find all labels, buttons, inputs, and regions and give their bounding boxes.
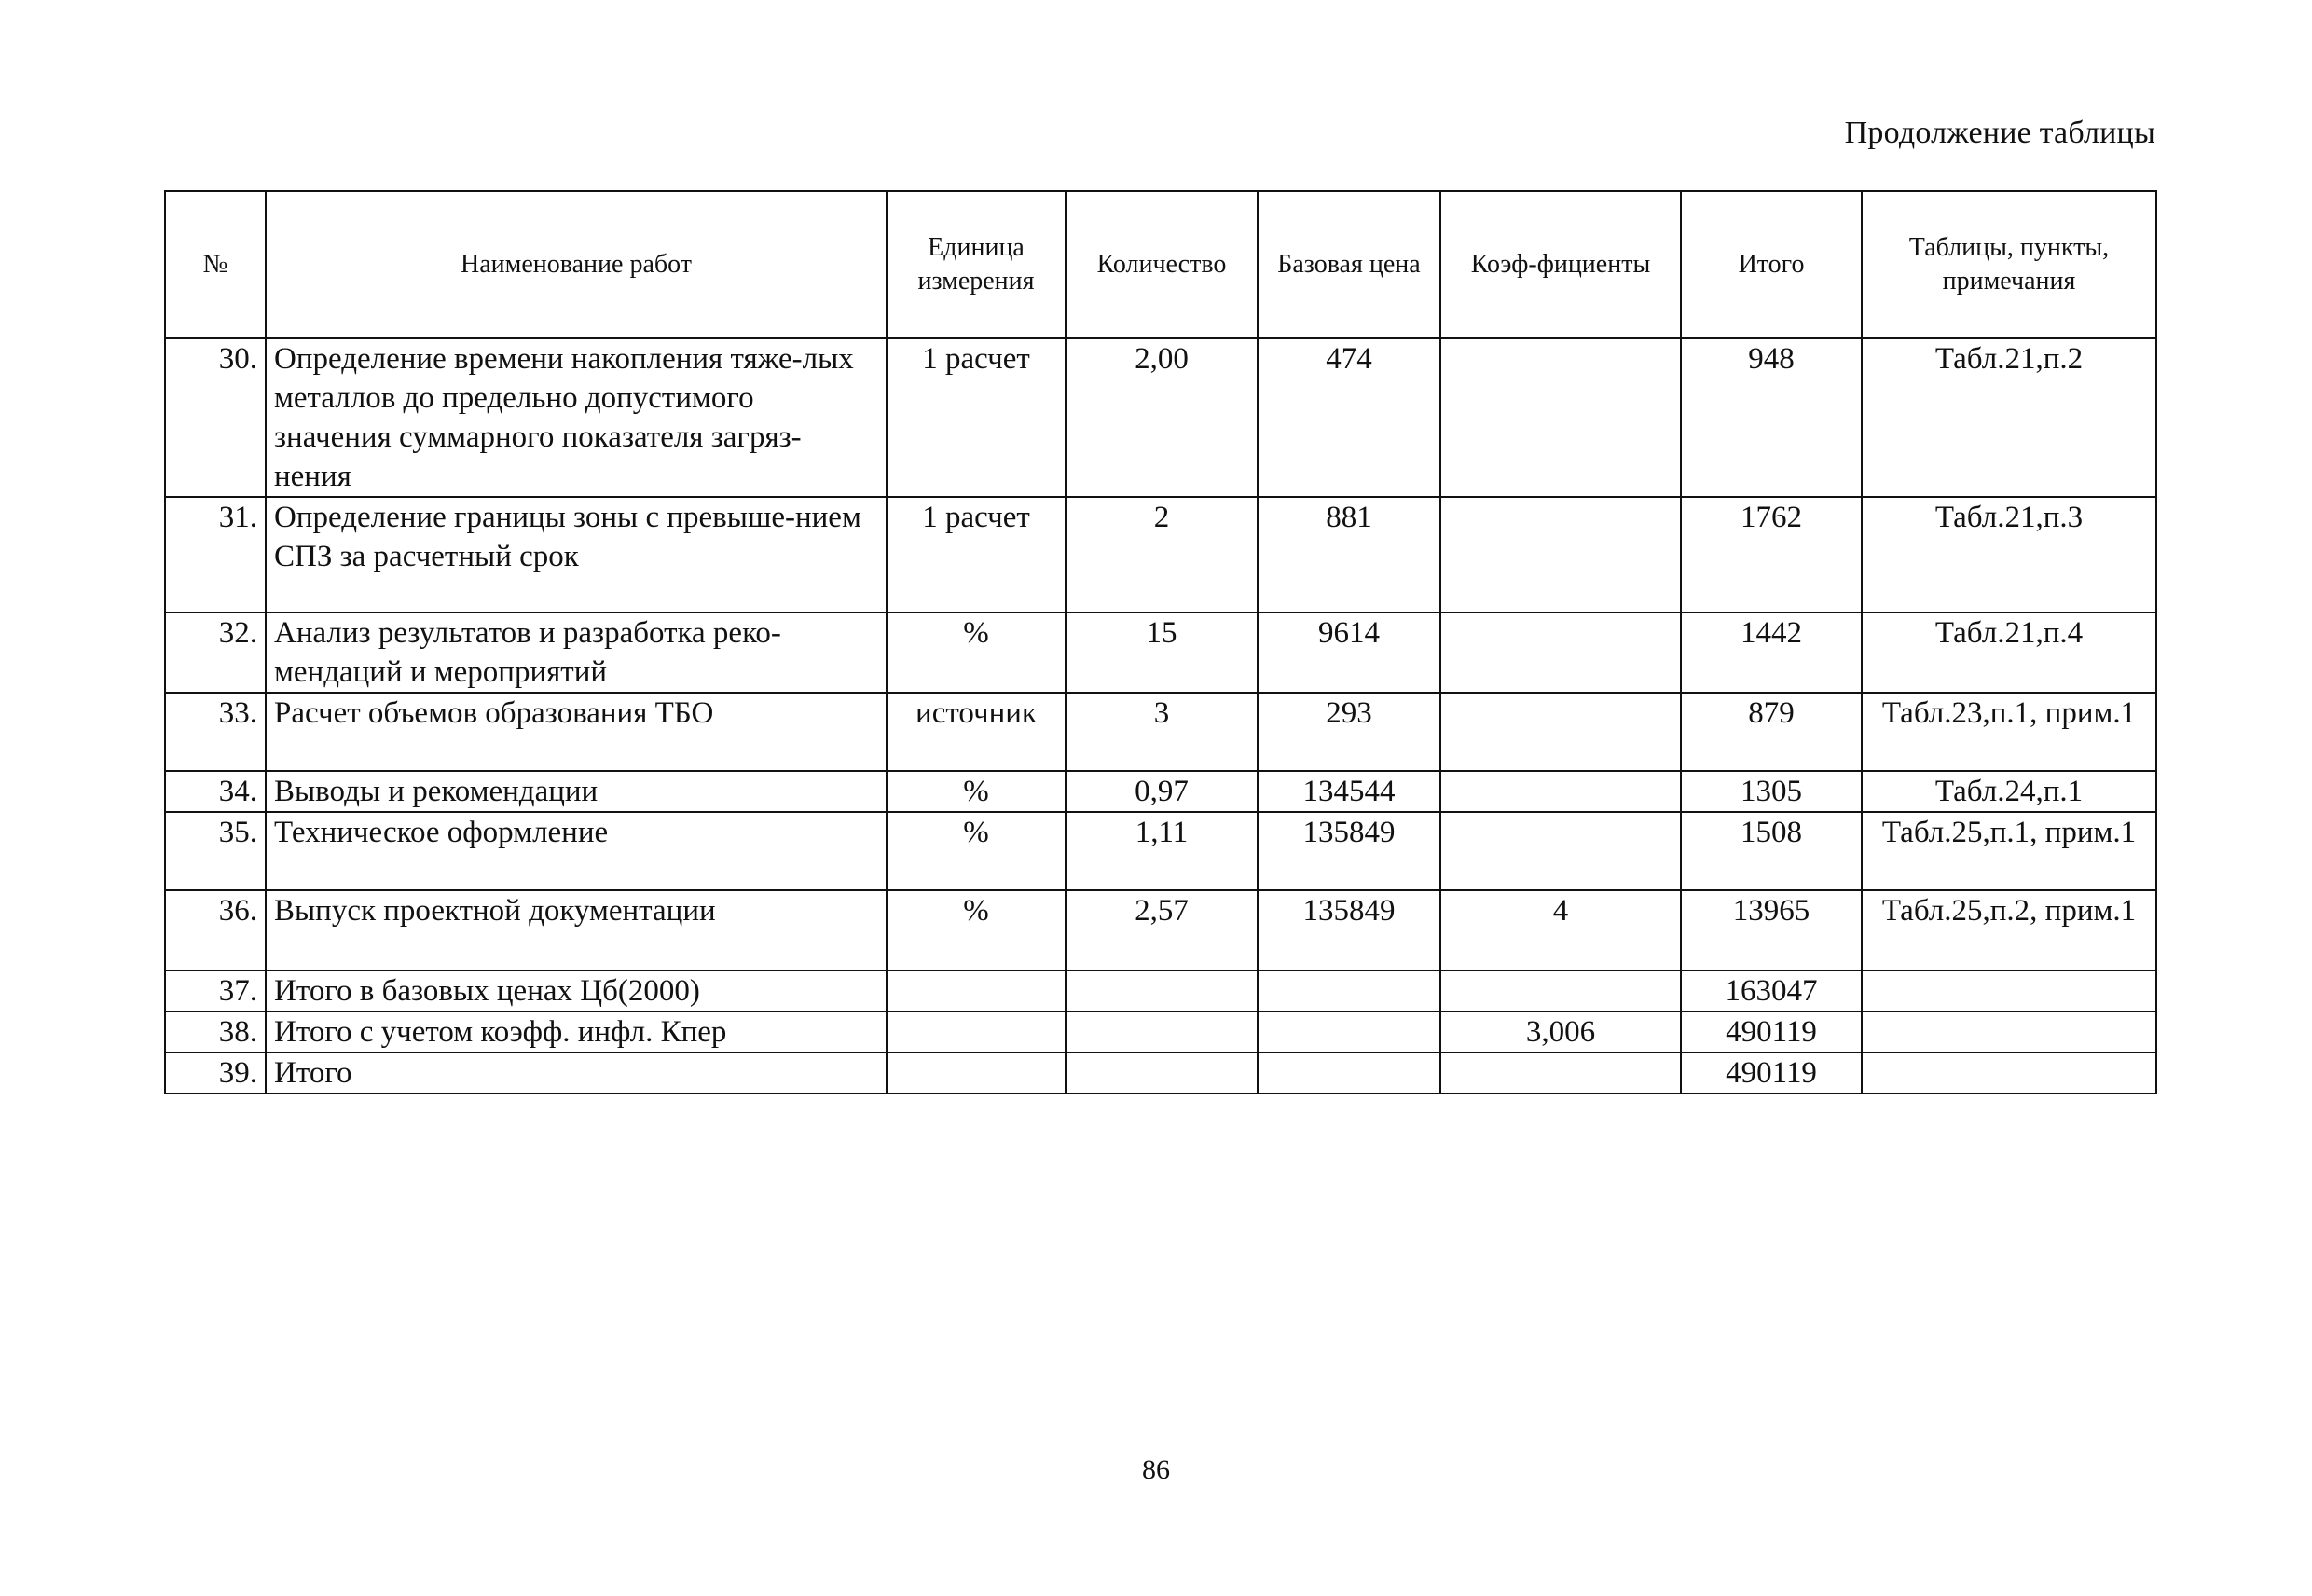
table-header-row xyxy=(165,191,2156,338)
row-price: 134544 xyxy=(1258,771,1440,812)
row-total: 1305 xyxy=(1681,771,1862,812)
row-unit xyxy=(887,1053,1066,1094)
row-unit: % xyxy=(887,890,1066,970)
row-qty: 0,97 xyxy=(1066,771,1258,812)
table-row xyxy=(165,890,2156,970)
table-body xyxy=(165,338,2156,1094)
table-row-grand-total xyxy=(165,1053,2156,1094)
row-qty: 2,57 xyxy=(1066,890,1258,970)
row-num: 36. xyxy=(165,890,266,970)
row-notes xyxy=(1862,970,2156,1011)
row-name: Определение времени накопления тяже-лых металлов до предельно допустимого значения суммарного показателя загряз-нения xyxy=(266,338,887,497)
row-num: 32. xyxy=(165,612,266,693)
header-coef: Коэф-фициенты xyxy=(1440,191,1681,338)
row-total: 163047 xyxy=(1681,970,1862,1011)
header-num: № xyxy=(165,191,266,338)
row-qty: 15 xyxy=(1066,612,1258,693)
row-total: 948 xyxy=(1681,338,1862,497)
row-num: 31. xyxy=(165,497,266,612)
row-unit: 1 расчет xyxy=(887,338,1066,497)
row-notes: Табл.21,п.3 xyxy=(1862,497,2156,612)
estimate-table xyxy=(164,190,2157,1094)
row-qty: 2 xyxy=(1066,497,1258,612)
row-price: 9614 xyxy=(1258,612,1440,693)
header-unit: Единица измерения xyxy=(887,191,1066,338)
table-row xyxy=(165,497,2156,612)
header-notes: Таблицы, пункты, примечания xyxy=(1862,191,2156,338)
row-name: Определение границы зоны с превыше-нием СПЗ за расчетный срок xyxy=(266,497,887,612)
table-row xyxy=(165,1011,2156,1053)
row-name: Итого в базовых ценах Цб(2000) xyxy=(266,970,887,1011)
row-qty xyxy=(1066,1011,1258,1053)
row-name: Итого xyxy=(266,1053,887,1094)
row-notes xyxy=(1862,1011,2156,1053)
page-number: 86 xyxy=(1142,1454,1170,1485)
row-notes: Табл.25,п.2, прим.1 xyxy=(1862,890,2156,970)
row-qty: 2,00 xyxy=(1066,338,1258,497)
table-row xyxy=(165,693,2156,771)
row-name: Выводы и рекомендации xyxy=(266,771,887,812)
row-unit: % xyxy=(887,771,1066,812)
row-coef xyxy=(1440,812,1681,890)
row-price: 881 xyxy=(1258,497,1440,612)
row-num: 38. xyxy=(165,1011,266,1053)
row-unit: % xyxy=(887,812,1066,890)
row-total: 1508 xyxy=(1681,812,1862,890)
row-coef: 4 xyxy=(1440,890,1681,970)
row-num: 33. xyxy=(165,693,266,771)
row-qty: 1,11 xyxy=(1066,812,1258,890)
row-notes: Табл.24,п.1 xyxy=(1862,771,2156,812)
row-price: 135849 xyxy=(1258,890,1440,970)
row-coef xyxy=(1440,771,1681,812)
table-row xyxy=(165,970,2156,1011)
header-price: Базовая цена xyxy=(1258,191,1440,338)
row-notes: Табл.21,п.2 xyxy=(1862,338,2156,497)
row-name: Анализ результатов и разработка реко-мендаций и мероприятий xyxy=(266,612,887,693)
row-unit: 1 расчет xyxy=(887,497,1066,612)
row-coef xyxy=(1440,338,1681,497)
row-total: 1442 xyxy=(1681,612,1862,693)
row-price xyxy=(1258,1011,1440,1053)
row-qty xyxy=(1066,1053,1258,1094)
row-total: 1762 xyxy=(1681,497,1862,612)
row-unit: % xyxy=(887,612,1066,693)
row-unit xyxy=(887,970,1066,1011)
row-total: 490119 xyxy=(1681,1011,1862,1053)
row-name: Итого с учетом коэфф. инфл. Кпер xyxy=(266,1011,887,1053)
row-price: 293 xyxy=(1258,693,1440,771)
header-qty: Количество xyxy=(1066,191,1258,338)
row-total: 879 xyxy=(1681,693,1862,771)
row-notes: Табл.21,п.4 xyxy=(1862,612,2156,693)
row-num: 30. xyxy=(165,338,266,497)
row-name: Расчет объемов образования ТБО xyxy=(266,693,887,771)
row-num: 35. xyxy=(165,812,266,890)
table-row xyxy=(165,338,2156,497)
row-qty xyxy=(1066,970,1258,1011)
row-coef xyxy=(1440,1053,1681,1094)
header-total: Итого xyxy=(1681,191,1862,338)
header-name: Наименование работ xyxy=(266,191,887,338)
table-row xyxy=(165,771,2156,812)
row-coef xyxy=(1440,970,1681,1011)
row-qty: 3 xyxy=(1066,693,1258,771)
row-unit xyxy=(887,1011,1066,1053)
row-price xyxy=(1258,970,1440,1011)
table-row xyxy=(165,612,2156,693)
row-price: 135849 xyxy=(1258,812,1440,890)
row-unit: источник xyxy=(887,693,1066,771)
row-coef xyxy=(1440,612,1681,693)
row-price: 474 xyxy=(1258,338,1440,497)
row-name: Техническое оформление xyxy=(266,812,887,890)
row-name: Выпуск проектной документации xyxy=(266,890,887,970)
row-notes: Табл.23,п.1, прим.1 xyxy=(1862,693,2156,771)
row-num: 39. xyxy=(165,1053,266,1094)
table-row xyxy=(165,812,2156,890)
table-continuation-caption: Продолжение таблицы xyxy=(1844,116,2155,150)
row-notes: Табл.25,п.1, прим.1 xyxy=(1862,812,2156,890)
row-num: 34. xyxy=(165,771,266,812)
row-total: 13965 xyxy=(1681,890,1862,970)
row-coef: 3,006 xyxy=(1440,1011,1681,1053)
row-price xyxy=(1258,1053,1440,1094)
row-notes xyxy=(1862,1053,2156,1094)
row-coef xyxy=(1440,497,1681,612)
row-total: 490119 xyxy=(1681,1053,1862,1094)
row-num: 37. xyxy=(165,970,266,1011)
row-coef xyxy=(1440,693,1681,771)
